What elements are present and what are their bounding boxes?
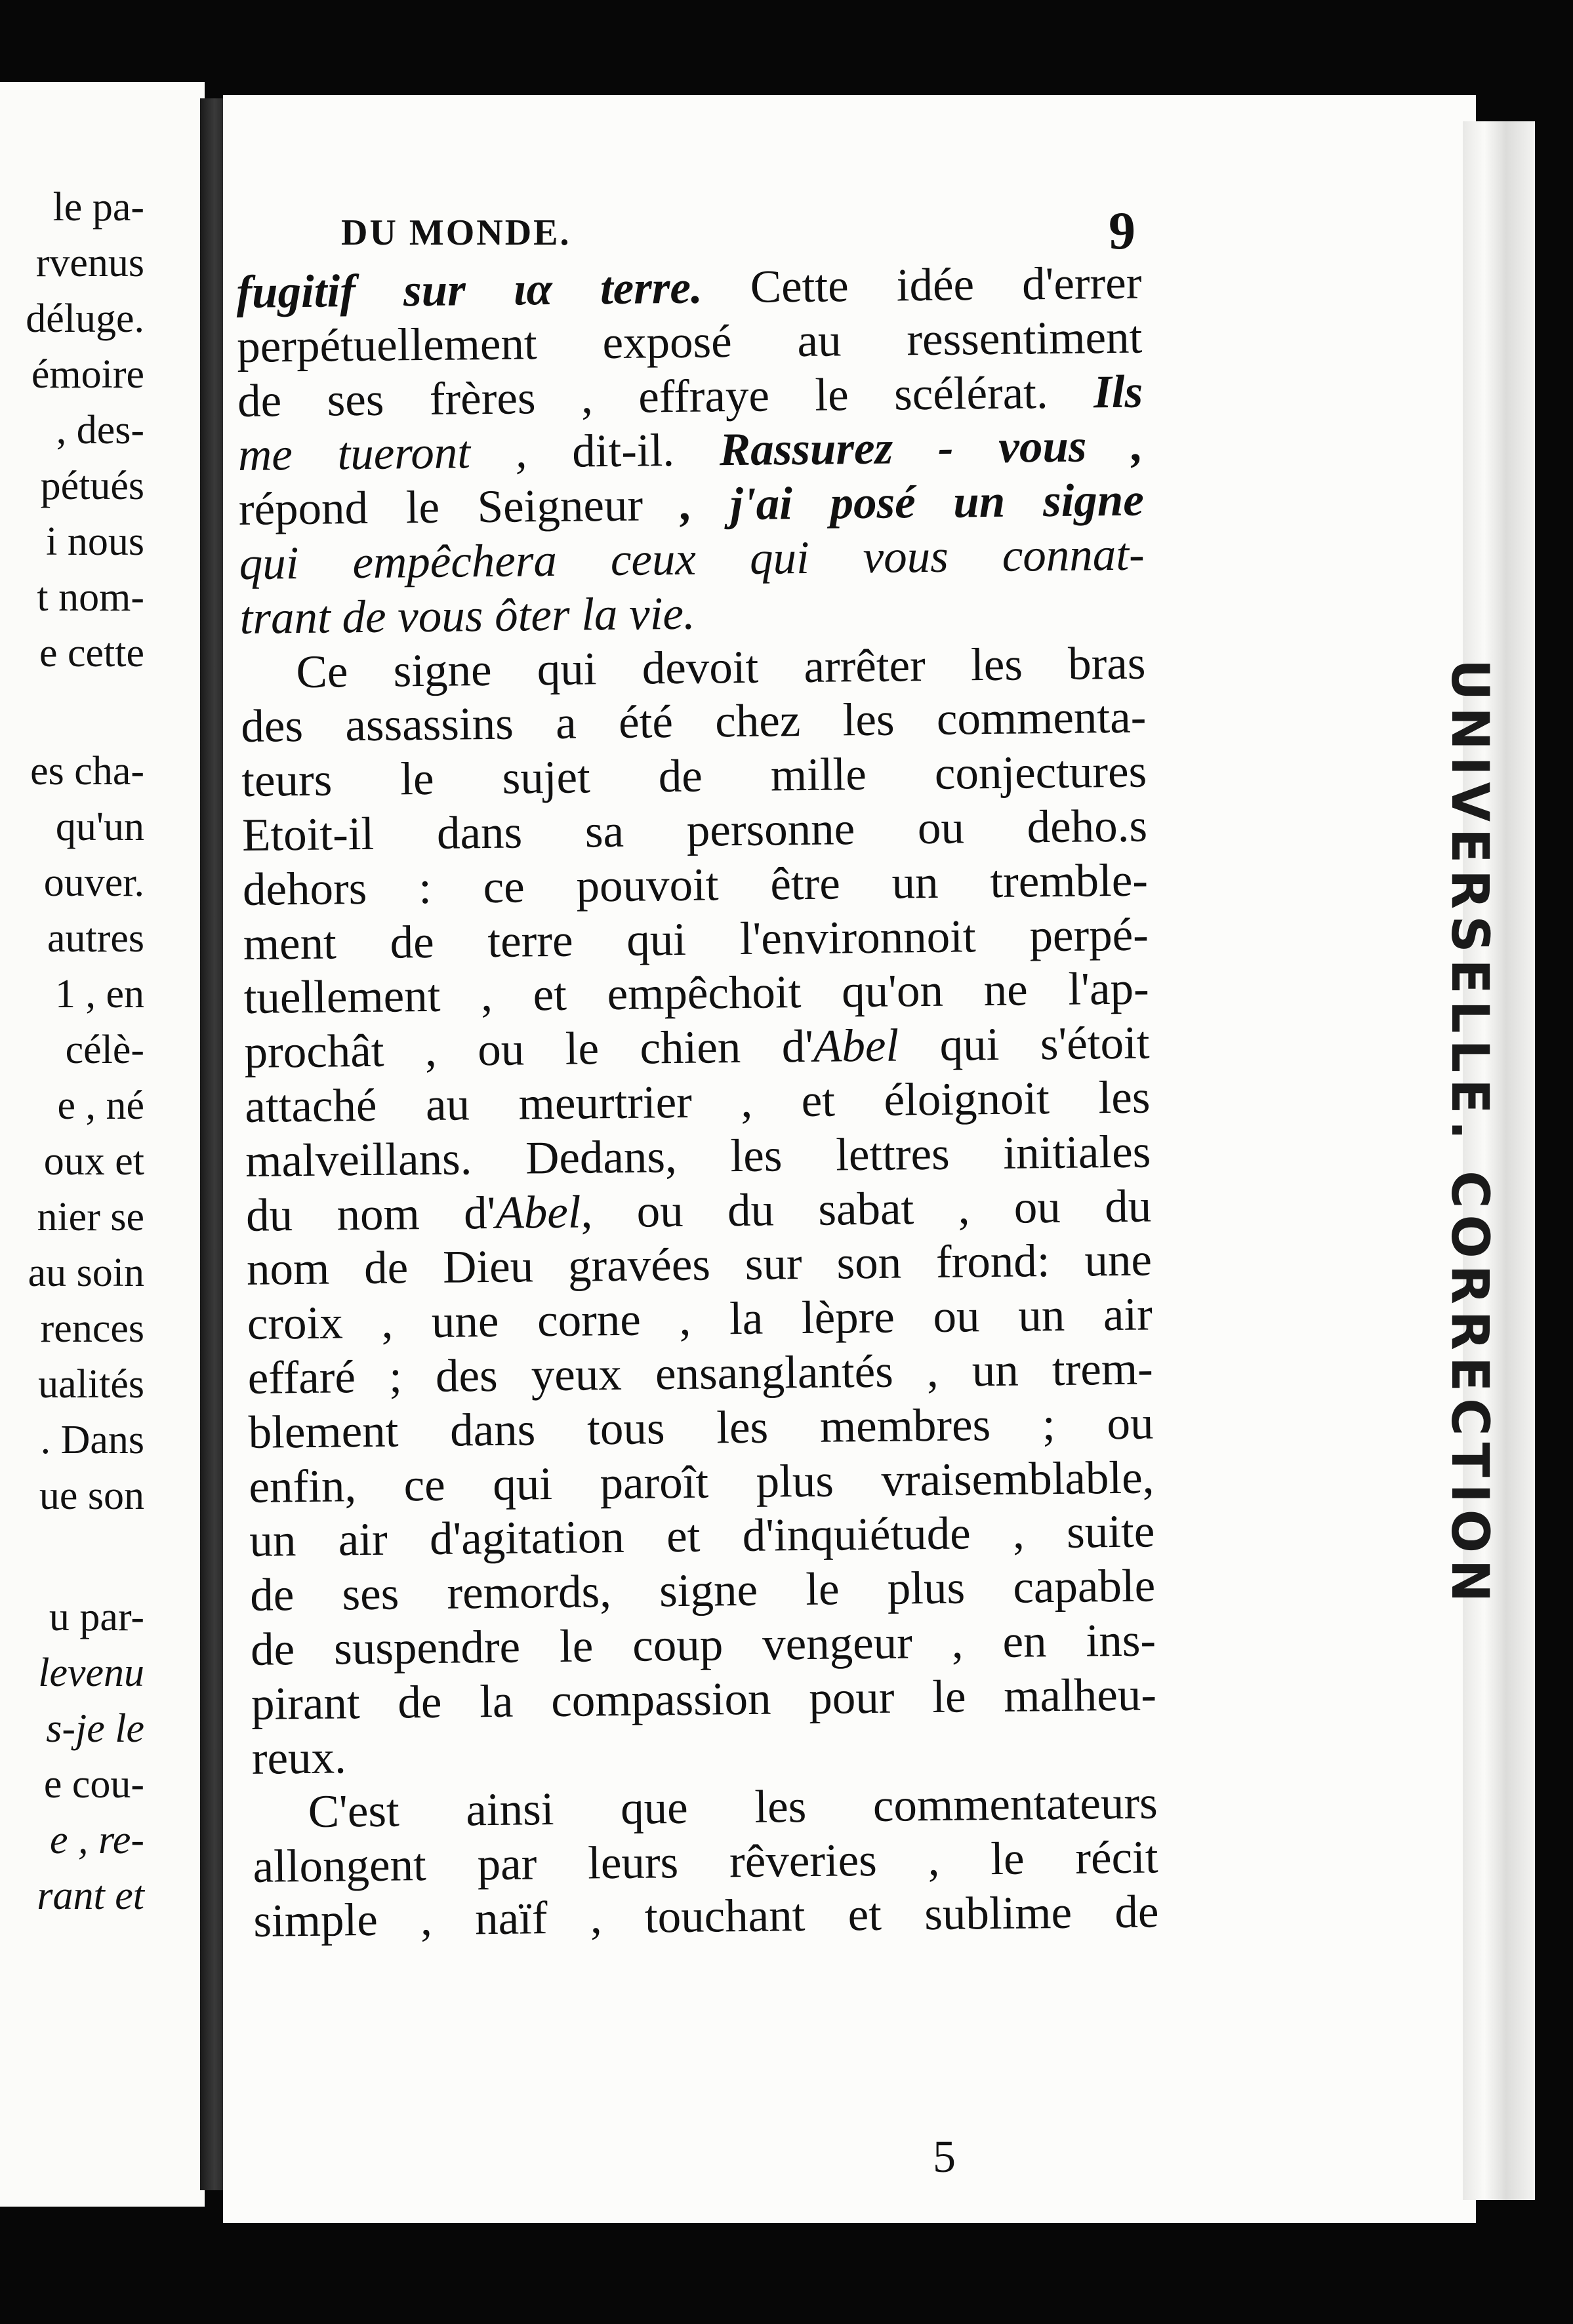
italic-run: , j'ai posé un signe [680, 474, 1145, 531]
text-line: malveillans. Dedans, les lettres initiales [245, 1126, 1151, 1187]
left-page-line: ue son [39, 1473, 144, 1518]
left-page-line: ualités [38, 1362, 144, 1407]
text-line: de suspendre le coup vengeur , en ins- [250, 1614, 1156, 1675]
text-line: teurs le sujet de mille conjectures [241, 746, 1147, 807]
left-page-line: e cette [39, 631, 144, 675]
left-page-line: u par- [49, 1595, 144, 1639]
spine-text: UNIVERSELLE. CORRECTION [1440, 659, 1499, 1609]
left-page-line: rant et [37, 1873, 144, 1918]
text-line: reux. [251, 1731, 347, 1784]
left-page-line: qu'un [55, 805, 144, 849]
left-page-line: autres [47, 916, 144, 961]
left-page-line: . Dans [40, 1418, 144, 1462]
text-line [246, 1179, 1152, 1243]
italic-run: Ils [1093, 366, 1143, 418]
left-page-line: e , né [57, 1083, 144, 1128]
left-page-line: e cou- [43, 1762, 144, 1807]
text-line: enfin, ce qui paroît plus vraisemblable, [249, 1451, 1154, 1513]
left-page-line: ouver. [43, 860, 144, 905]
left-page-line: es cha- [30, 749, 144, 793]
left-page-line: , des- [56, 408, 144, 452]
left-page-line: rvenus [35, 241, 144, 285]
left-page-line: oux et [43, 1139, 144, 1184]
text-line: de ses remords, signe le plus capable [249, 1560, 1156, 1622]
text-run: répond le Seigneur [238, 479, 682, 536]
italic-run: Abel [813, 1020, 899, 1073]
left-page-line: i nous [46, 519, 144, 564]
left-page-line: e , re- [49, 1818, 144, 1862]
page-edge [1440, 121, 1535, 2200]
text-line: allongent par leurs rêveries , le récit [253, 1832, 1158, 1893]
left-facing-page [0, 82, 205, 2207]
left-page-line: émoire [31, 352, 144, 397]
left-page-line: célè- [65, 1028, 144, 1072]
text-line: C'est ainsi que les commentateurs [308, 1777, 1158, 1838]
text-run: de ses frères , effraye le scélérat. [237, 366, 1094, 427]
italic-run: me tueront , [237, 426, 527, 481]
text-line: effaré ; des yeux ensanglantés , un trem- [247, 1343, 1154, 1404]
text-line: ment de terre qui l'environnoit perpé- [243, 909, 1149, 970]
text-run: prochât , ou le chien d' [244, 1021, 814, 1079]
text-run: qui s'étoit [898, 1017, 1150, 1072]
text-run: du nom d' [245, 1187, 496, 1241]
text-line: perpétuellement exposé au ressentiment [236, 311, 1143, 372]
text-line [238, 473, 1144, 537]
text-line: dehors : ce pouvoit être un tremble- [242, 854, 1149, 915]
text-line: tuellement , et empêchoit qu'on ne l'ap- [243, 963, 1150, 1024]
text-line [238, 419, 1144, 483]
italic-run: Abel [495, 1186, 581, 1239]
text-line [236, 256, 1142, 320]
text-run: , ou du sabat , ou du [581, 1180, 1152, 1238]
text-run: dit-il. [527, 424, 720, 478]
italic-run: fugitif sur ια terre. [236, 262, 703, 318]
text-line: attaché au meurtrier , et éloignoit les [245, 1072, 1151, 1132]
left-page-line: t nom- [37, 575, 144, 620]
left-page-line: levenu [38, 1651, 144, 1695]
left-page-line: rences [40, 1306, 144, 1351]
left-page-line: 1 , en [54, 972, 144, 1016]
running-header: DU MONDE. [341, 212, 571, 253]
signature-mark: 5 [933, 2132, 956, 2182]
left-page-line: au soin [28, 1251, 144, 1295]
left-page-line: s-je le [46, 1706, 144, 1751]
left-page-line: pétués [40, 464, 144, 508]
book-page [223, 95, 1476, 2223]
text-line: pirant de la compassion pour le malheu- [251, 1669, 1157, 1730]
italic-run: Rassurez - vous , [719, 420, 1144, 476]
text-line: qui empêchera ceux qui vous connat- [239, 529, 1145, 590]
left-page-line: nier se [37, 1195, 144, 1239]
left-page-line: le pa- [52, 185, 144, 230]
text-line [237, 365, 1143, 428]
text-line: Etoit-il dans sa personne ou deho.s [241, 800, 1148, 861]
page-body [236, 256, 1159, 1949]
text-line [244, 1016, 1150, 1080]
text-line: Ce signe qui devoit arrêter les bras [296, 637, 1146, 698]
text-line: nom de Dieu gravées sur son frond: une [246, 1234, 1153, 1296]
text-line: des assassins a été chez les commenta- [240, 691, 1147, 753]
page-number: 9 [1109, 201, 1135, 260]
text-line: un air d'agitation et d'inquiétude , suite [249, 1506, 1155, 1567]
text-line: simple , naïf , touchant et sublime de [253, 1886, 1159, 1947]
text-line: trant de vous ôter la vie. [239, 588, 696, 644]
text-line: blement dans tous les membres ; ou [248, 1397, 1154, 1458]
left-page-line: déluge. [26, 296, 144, 341]
text-line: croix , une corne , la lèpre ou un air [247, 1289, 1153, 1350]
text-run: Cette idée d'errer [702, 257, 1142, 313]
